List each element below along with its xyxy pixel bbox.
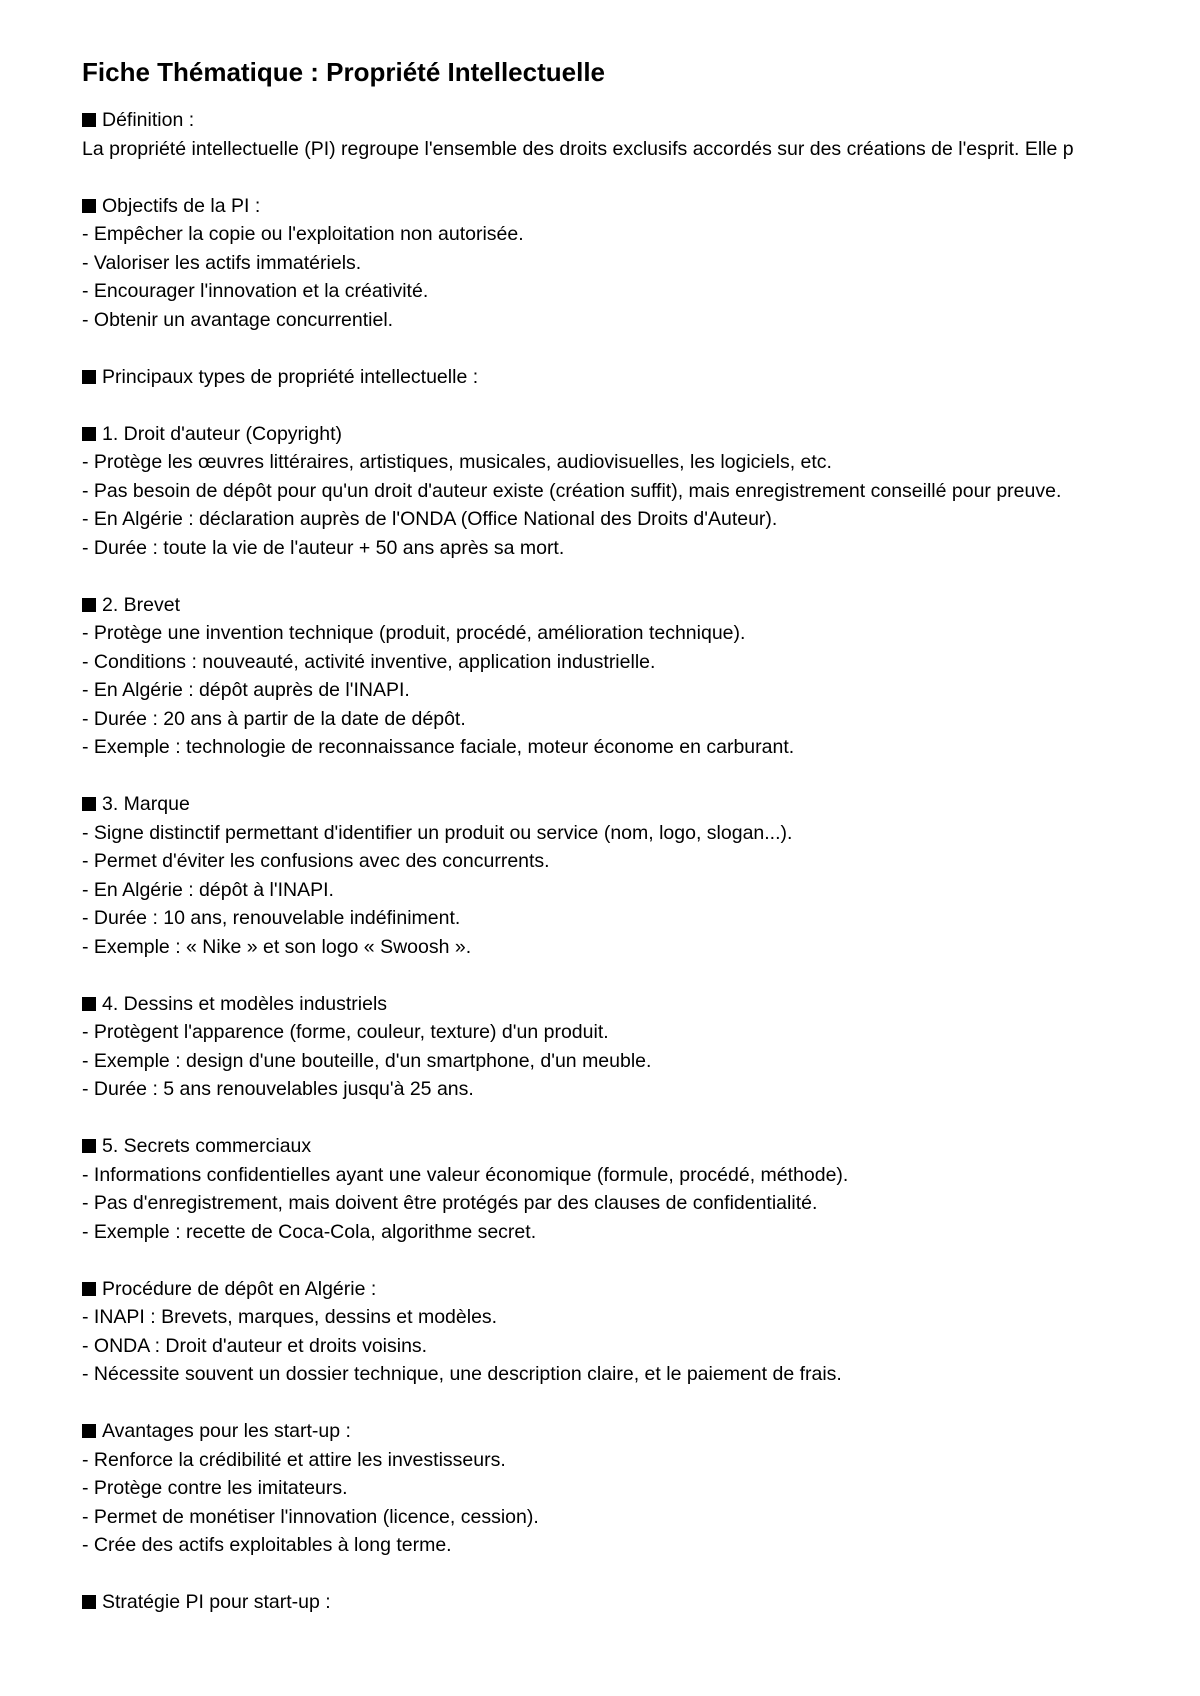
section-heading-text: 5. Secrets commerciaux bbox=[102, 1135, 312, 1157]
section bbox=[82, 192, 1200, 335]
section-line: - Protègent l'apparence (forme, couleur, texture) d'un produit. bbox=[82, 1021, 609, 1043]
section-heading bbox=[82, 591, 1200, 620]
section-line: - Crée des actifs exploitables à long terme. bbox=[82, 1534, 452, 1556]
section-line: - En Algérie : dépôt auprès de l'INAPI. bbox=[82, 679, 410, 701]
section-heading-text: 1. Droit d'auteur (Copyright) bbox=[102, 422, 342, 445]
section bbox=[82, 363, 1200, 392]
section-line: La propriété intellectuelle (PI) regroupe l'ensemble des droits exclusifs accordés sur des créations de l'esprit. Elle p bbox=[82, 137, 1074, 160]
document-page bbox=[82, 54, 1200, 1645]
section-heading bbox=[82, 1588, 1200, 1617]
section bbox=[82, 420, 1200, 563]
section-line: - Empêcher la copie ou l'exploitation non autorisée. bbox=[82, 223, 524, 245]
section-line: - Informations confidentielles ayant une valeur économique (formule, procédé, méthode). bbox=[82, 1163, 849, 1186]
section-line: - En Algérie : déclaration auprès de l'ONDA (Office National des Droits d'Auteur). bbox=[82, 508, 778, 530]
section-heading bbox=[82, 420, 1200, 449]
section bbox=[82, 1417, 1200, 1560]
section-heading bbox=[82, 790, 1200, 819]
section-heading-text: Objectifs de la PI : bbox=[102, 194, 261, 217]
section bbox=[82, 1588, 1200, 1617]
section-line: - Protège contre les imitateurs. bbox=[82, 1477, 348, 1499]
section-heading bbox=[82, 1417, 1200, 1446]
section-line: - Durée : 5 ans renouvelables jusqu'à 25 ans. bbox=[82, 1078, 474, 1100]
section-heading-text: Principaux types de propriété intellectuelle : bbox=[102, 365, 479, 388]
square-bullet-icon bbox=[82, 1282, 96, 1296]
section-line: - Exemple : technologie de reconnaissance faciale, moteur économe en carburant. bbox=[82, 736, 795, 758]
section-heading-text: Procédure de dépôt en Algérie : bbox=[102, 1277, 377, 1300]
section-line: - INAPI : Brevets, marques, dessins et modèles. bbox=[82, 1306, 498, 1328]
section-line: - Protège les œuvres littéraires, artistiques, musicales, audiovisuelles, les logiciels, etc. bbox=[82, 451, 832, 473]
section-line: - Nécessite souvent un dossier technique, une description claire, et le paiement de frais. bbox=[82, 1363, 842, 1385]
section-heading-text: 3. Marque bbox=[102, 793, 190, 815]
section-line: - En Algérie : dépôt à l'INAPI. bbox=[82, 878, 334, 901]
square-bullet-icon bbox=[82, 1595, 96, 1609]
section-line: - Protège une invention technique (produit, procédé, amélioration technique). bbox=[82, 622, 746, 644]
section-heading-text: Avantages pour les start-up : bbox=[102, 1420, 351, 1442]
section-heading bbox=[82, 990, 1200, 1019]
square-bullet-icon bbox=[82, 199, 96, 213]
section bbox=[82, 1132, 1200, 1246]
document-title: Fiche Thématique : Propriété Intellectuelle bbox=[82, 57, 606, 87]
section-line: - Pas besoin de dépôt pour qu'un droit d'auteur existe (création suffit), mais enregistrement conseillé pour preuve. bbox=[82, 479, 1062, 502]
section bbox=[82, 106, 1200, 163]
section-line: - Exemple : design d'une bouteille, d'un smartphone, d'un meuble. bbox=[82, 1049, 652, 1072]
section-heading-text: 4. Dessins et modèles industriels bbox=[102, 992, 388, 1015]
section-line: - Permet de monétiser l'innovation (licence, cession). bbox=[82, 1505, 539, 1528]
section-line: - Pas d'enregistrement, mais doivent être protégés par des clauses de confidentialité. bbox=[82, 1192, 818, 1214]
square-bullet-icon bbox=[82, 997, 96, 1011]
section-heading bbox=[82, 1275, 1200, 1304]
section bbox=[82, 990, 1200, 1104]
section-line: - Encourager l'innovation et la créativité. bbox=[82, 280, 429, 302]
section-line: - Renforce la crédibilité et attire les investisseurs. bbox=[82, 1448, 506, 1471]
section-line: - Permet d'éviter les confusions avec des concurrents. bbox=[82, 850, 550, 872]
section bbox=[82, 591, 1200, 762]
section-heading bbox=[82, 106, 1200, 135]
square-bullet-icon bbox=[82, 427, 96, 441]
document-body bbox=[82, 106, 1200, 1617]
section-line: - Conditions : nouveauté, activité inventive, application industrielle. bbox=[82, 650, 656, 673]
section-heading-text: Stratégie PI pour start-up : bbox=[102, 1591, 331, 1613]
square-bullet-icon bbox=[82, 1424, 96, 1438]
section-line: - Durée : toute la vie de l'auteur + 50 ans après sa mort. bbox=[82, 536, 565, 559]
section-heading-text: 2. Brevet bbox=[102, 593, 181, 616]
section-line: - Signe distinctif permettant d'identifier un produit ou service (nom, logo, slogan...). bbox=[82, 821, 793, 844]
square-bullet-icon bbox=[82, 797, 96, 811]
square-bullet-icon bbox=[82, 370, 96, 384]
section-line: - Valoriser les actifs immatériels. bbox=[82, 251, 362, 274]
square-bullet-icon bbox=[82, 113, 96, 127]
section-line: - Obtenir un avantage concurrentiel. bbox=[82, 308, 394, 331]
section-heading bbox=[82, 192, 1200, 221]
square-bullet-icon bbox=[82, 1139, 96, 1153]
section-line: - Durée : 20 ans à partir de la date de dépôt. bbox=[82, 707, 466, 730]
section bbox=[82, 790, 1200, 961]
section-line: - Exemple : « Nike » et son logo « Swoosh ». bbox=[82, 935, 472, 958]
section-heading bbox=[82, 1132, 1200, 1161]
section-heading bbox=[82, 363, 1200, 392]
section-line: - ONDA : Droit d'auteur et droits voisins. bbox=[82, 1334, 428, 1357]
section-line: - Durée : 10 ans, renouvelable indéfiniment. bbox=[82, 907, 461, 929]
section-line: - Exemple : recette de Coca-Cola, algorithme secret. bbox=[82, 1220, 537, 1243]
section-heading-text: Définition : bbox=[102, 109, 195, 131]
section bbox=[82, 1275, 1200, 1389]
square-bullet-icon bbox=[82, 598, 96, 612]
